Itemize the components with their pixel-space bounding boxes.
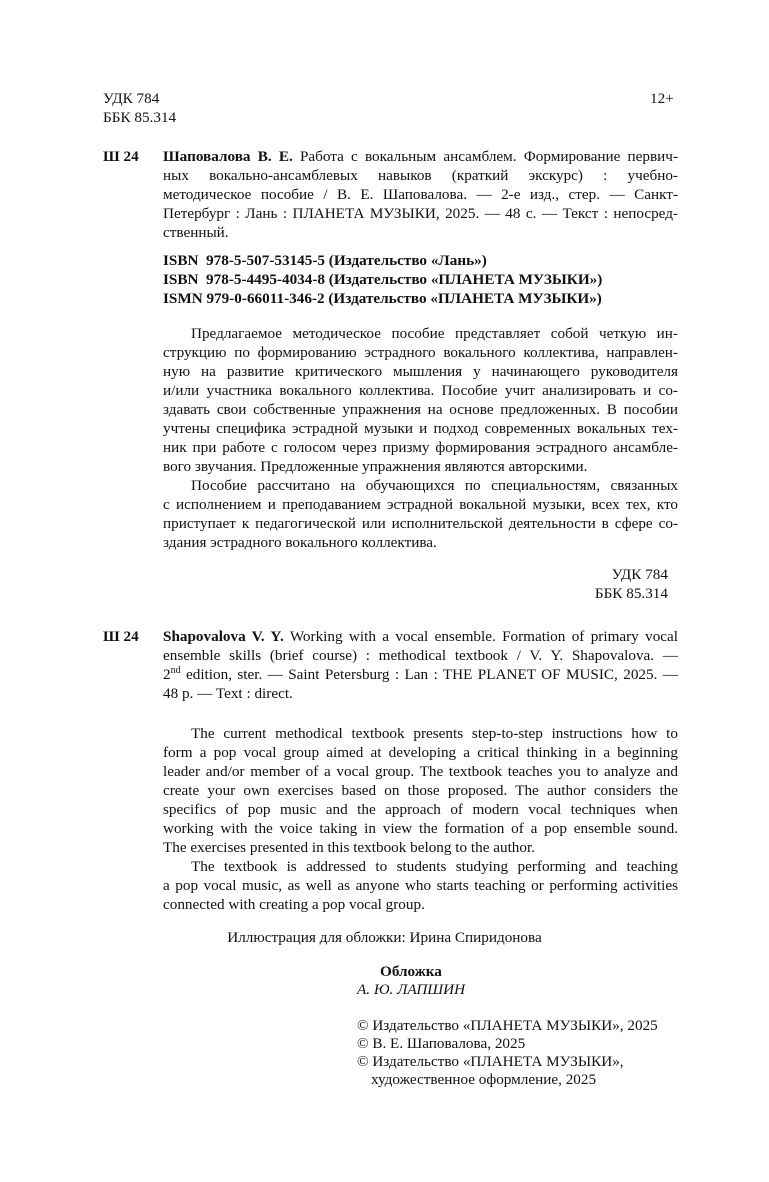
en-udk-code: УДК 784 xyxy=(611,566,668,583)
en-abstract-line: create your own exercises based on those proposed. The author considers the xyxy=(163,782,678,799)
en-abstract-line: a pop vocal music, as well as anyone who starts teaching or performing activities xyxy=(163,877,678,894)
ru-abstract-line: учтены специфика эстрадной музыки и подход современных вокальных тех- xyxy=(163,420,678,437)
ru-abstract-line: вого звучания. Предложенные упражнения являются авторскими. xyxy=(163,458,588,475)
ru-entry-line: методическое пособие / В. Е. Шаповалова. — 2-е изд., стер. — Санкт- xyxy=(163,186,678,203)
ismn-planeta: ISMN 979-0-66011-346-2 (Издательство «ПЛАНЕТА МУЗЫКИ») xyxy=(163,290,602,307)
ru-abstract-line: Предлагаемое методическое пособие представляет собой четкую ин- xyxy=(191,325,678,342)
en-abstract-line: leader and/or member of a vocal group. The textbook teaches you to analyze and xyxy=(163,763,678,780)
ru-entry-code: Ш 24 xyxy=(103,148,139,165)
ru-abstract-line: ную на развитие критического мышления у начинающего руководителя xyxy=(163,363,678,380)
copyright-line: © Издательство «ПЛАНЕТА МУЗЫКИ», xyxy=(357,1053,624,1070)
en-entry-line: 2nd edition, ster. — Saint Petersburg : Lan : THE PLANET OF MUSIC, 2025. — xyxy=(163,665,678,683)
ru-entry-line: ственный. xyxy=(163,224,229,241)
en-entry-author: Shapovalova V. Y. xyxy=(163,628,284,645)
en-entry-line: Shapovalova V. Y. Working with a vocal ensemble. Formation of primary vocal xyxy=(163,628,679,645)
bbk-code: ББК 85.314 xyxy=(103,109,177,126)
ru-abstract-line: Пособие рассчитано на обучающихся по специальностям, связанных xyxy=(191,477,678,494)
en-abstract-line: specifics of pop music and the approach of modern vocal techniques when xyxy=(163,801,678,818)
en-entry-code: Ш 24 xyxy=(103,628,139,645)
en-abstract-line: form a pop vocal group aimed at developing a critical thinking in a beginning xyxy=(163,744,678,761)
isbn-planeta: ISBN 978-5-4495-4034-8 (Издательство «ПЛАНЕТА МУЗЫКИ») xyxy=(163,271,603,288)
ru-entry-author: Шаповалова В. Е. xyxy=(163,148,293,165)
ru-abstract-line: здавать свои собственные упражнения на основе предложенных. В пособии xyxy=(163,401,678,418)
en-bbk-code: ББК 85.314 xyxy=(594,585,668,602)
ru-abstract-line: здания эстрадного вокального коллектива. xyxy=(163,534,437,551)
en-abstract-line: The exercises presented in this textbook belong to the author. xyxy=(163,839,535,856)
ru-abstract-line: с исполнением и преподаванием эстрадной вокальной музыки, всех тех, кто xyxy=(163,496,678,513)
en-abstract-line: The current methodical textbook presents step-to-step instructions how to xyxy=(191,725,678,742)
ru-abstract-line: ник при работе с голосом через призму формирования эстрадного ансамбле- xyxy=(163,439,678,456)
ru-entry-line: Шаповалова В. Е. Работа с вокальным ансамблем. Формирование первич- xyxy=(163,148,678,165)
en-entry-line: ensemble skills (brief course) : methodical textbook / V. Y. Shapovalova. — xyxy=(163,647,678,664)
isbn-lan: ISBN 978-5-507-53145-5 (Издательство «Лань») xyxy=(163,252,487,269)
illustration-credit: Иллюстрация для обложки: Ирина Спиридонова xyxy=(227,929,542,946)
en-abstract-line: working with the voice taking in view the formation of a pop ensemble sound. xyxy=(163,820,678,837)
en-abstract-line: The textbook is addressed to students studying performing and teaching xyxy=(191,858,678,875)
en-entry-line: 48 p. — Text : direct. xyxy=(163,685,293,702)
ru-abstract-line: струкцию по формированию эстрадного вокального коллектива, направлен- xyxy=(163,344,678,361)
ru-abstract-line: приступает к педагогической или исполнительской деятельности в сфере со- xyxy=(163,515,678,532)
cover-label: Обложка xyxy=(380,963,442,980)
copyright-line: © Издательство «ПЛАНЕТА МУЗЫКИ», 2025 xyxy=(357,1017,658,1034)
en-abstract-line: connected with creating a pop vocal group. xyxy=(163,896,425,913)
copyright-line: © В. Е. Шаповалова, 2025 xyxy=(357,1035,526,1052)
age-rating: 12+ xyxy=(650,90,674,107)
cover-designer: А. Ю. ЛАПШИН xyxy=(357,981,466,998)
copyright-line: художественное оформление, 2025 xyxy=(371,1071,597,1088)
ru-entry-line: ных вокально-ансамблевых навыков (краткий экскурс) : учебно- xyxy=(163,167,678,184)
ru-abstract-line: и/или участника вокального коллектива. Пособие учит анализировать и со- xyxy=(163,382,678,399)
udk-code: УДК 784 xyxy=(103,90,160,107)
ru-entry-line: Петербург : Лань : ПЛАНЕТА МУЗЫКИ, 2025. — 48 с. — Текст : непосред- xyxy=(163,205,678,222)
